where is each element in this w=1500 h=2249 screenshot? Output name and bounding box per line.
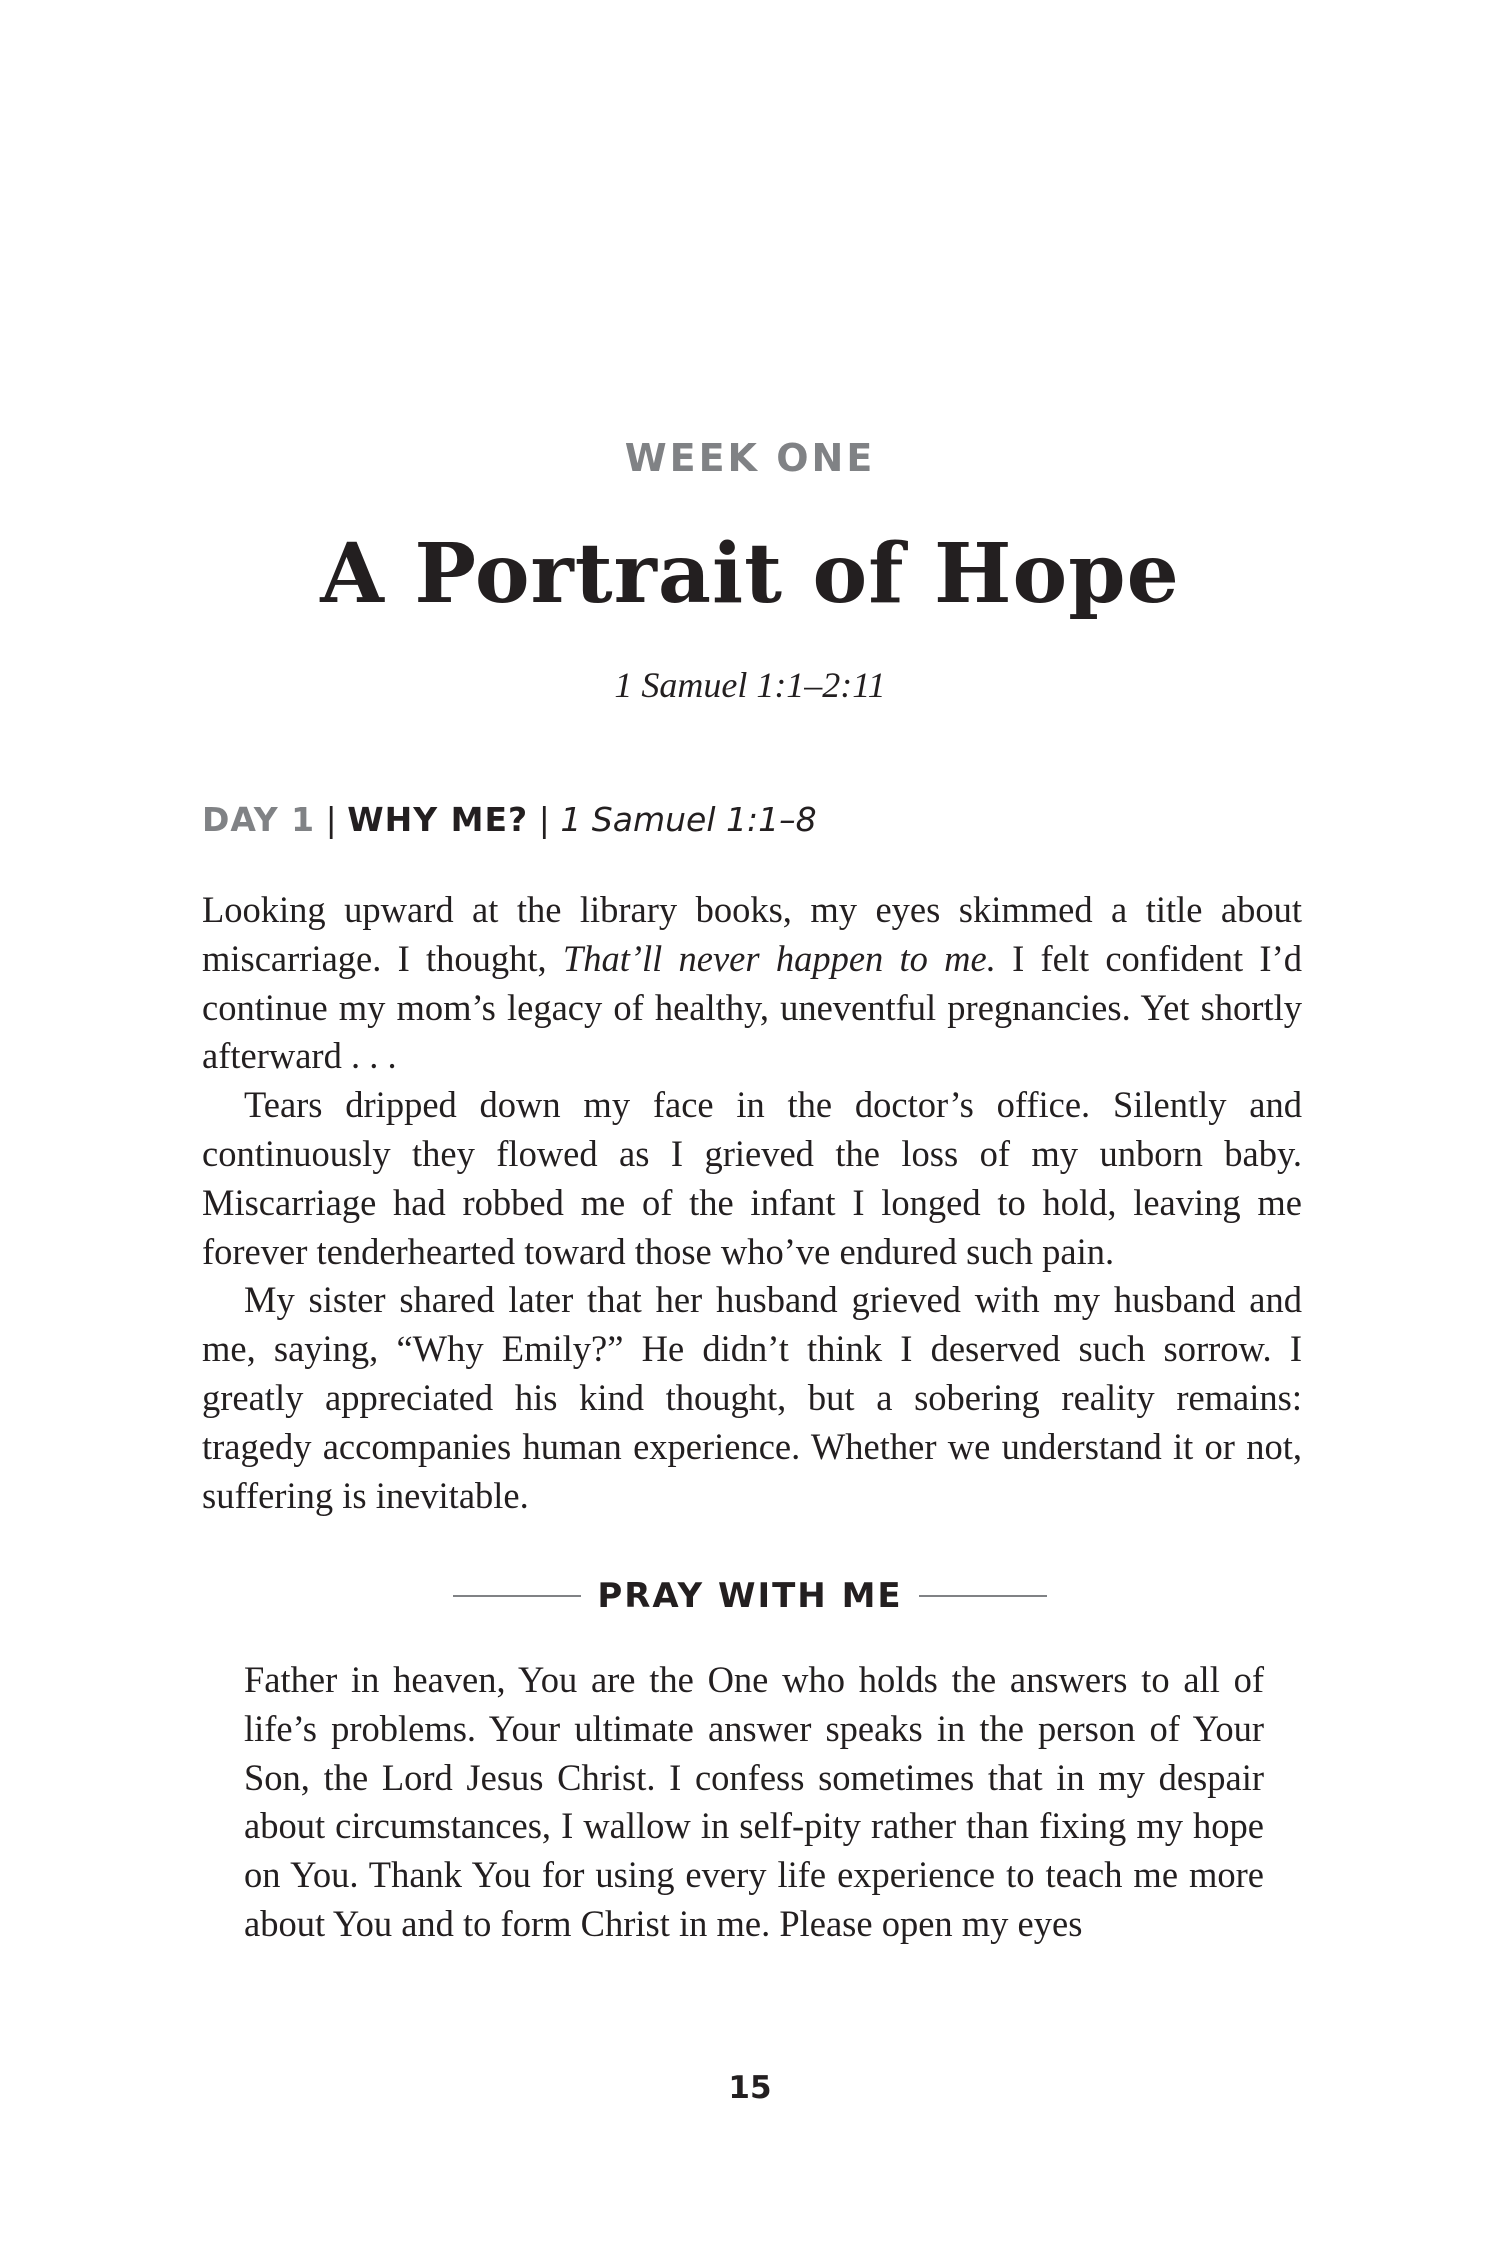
devotional-body [202, 886, 1302, 1520]
day-title: WHY ME? [347, 800, 529, 839]
pray-with-me-label: PRAY WITH ME [597, 1576, 903, 1616]
prayer-paragraph: Father in heaven, You are the One who holds the answers to all of life’s problems. Your ultimate answer speaks in the person of Your Son, the Lord Jesus Christ. I confess sometimes that in my despair about circumstances, I wallow in self-pity rather than fixing my hope on You. Thank You for using every life experience to teach me more about You and to form Christ in me. Please open my eyes [244, 1659, 1264, 1944]
page-number: 15 [728, 2070, 772, 2106]
prayer-text [244, 1656, 1264, 1949]
body-text-run: Looking upward at the library books, my eyes skimmed a title about miscarriage. I thought, [202, 889, 1302, 979]
week-label: WEEK ONE [624, 436, 876, 480]
day-heading [202, 800, 1302, 839]
day-number: DAY 1 [202, 800, 316, 839]
day-heading-separator: | [538, 800, 550, 839]
pray-with-me-heading [450, 1576, 1050, 1616]
body-text-run: I felt confident I’d continue my mom’s legacy of healthy, uneventful pregnancies. Yet shortly afterward . . . [202, 937, 1302, 1077]
day-scripture-reference: 1 Samuel 1:1–8 [560, 800, 817, 839]
heading-rule-right [919, 1595, 1047, 1597]
chapter-title: A Portrait of Hope [320, 526, 1180, 622]
body-paragraph [202, 886, 1302, 1081]
body-italic-thought: That’ll never happen to me. [562, 937, 996, 979]
day-heading-separator: | [325, 800, 337, 839]
chapter-scripture-reference: 1 Samuel 1:1–2:11 [614, 665, 886, 705]
body-paragraph: My sister shared later that her husband grieved with my husband and me, saying, “Why Emily?” He didn’t think I deserved such sorrow. I greatly appreciated his kind thought, but a sobering reality remains: tragedy accompanies human experience. Whether we understand it or not, suffering is inevitable. [202, 1279, 1302, 1516]
heading-rule-left [453, 1595, 581, 1597]
body-paragraph: Tears dripped down my face in the doctor’s office. Silently and continuously they flowed as I grieved the loss of my unborn baby. Miscarriage had robbed me of the infant I longed to hold, leaving me forever tenderhearted toward those who’ve endured such pain. [202, 1084, 1302, 1272]
